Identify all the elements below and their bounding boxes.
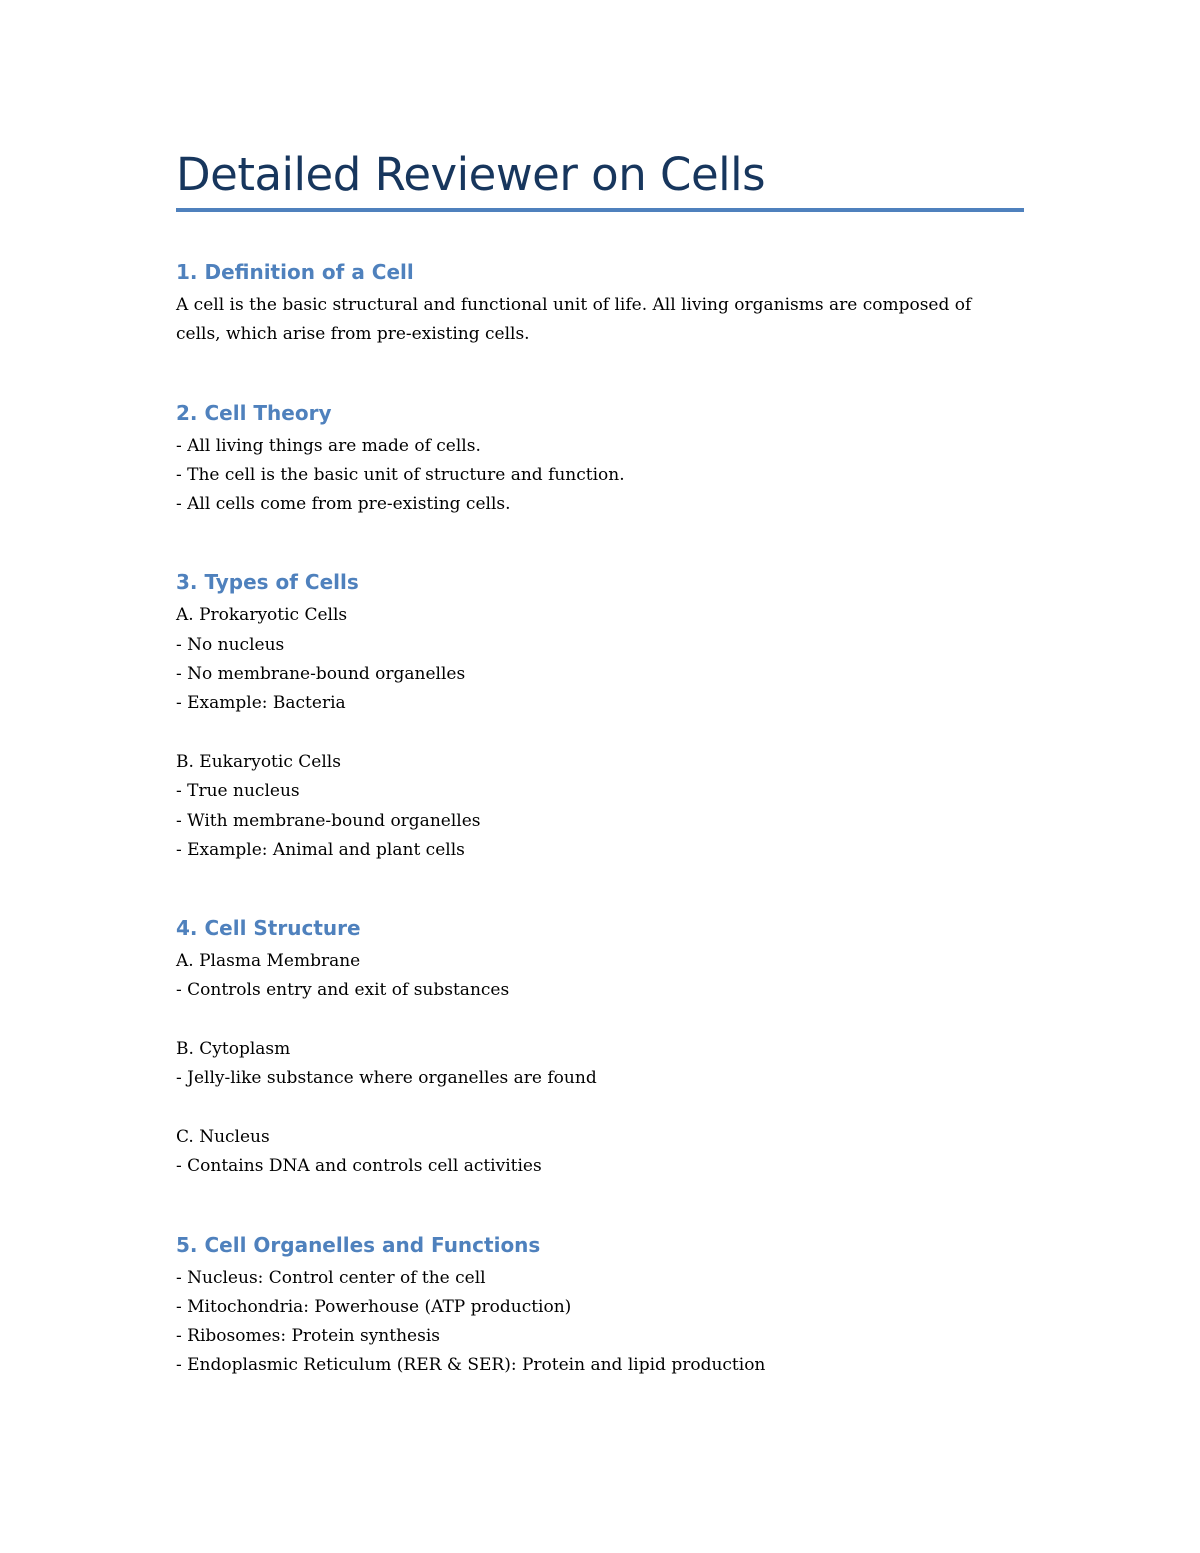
- list-item: - Nucleus: Control center of the cell: [176, 1267, 486, 1288]
- list-item: - No membrane-bound organelles: [176, 664, 466, 685]
- section-cell-structure: [176, 913, 1024, 1181]
- blank-line: [176, 1094, 1024, 1123]
- blank-line: [176, 719, 1024, 748]
- title-underline: [176, 208, 1024, 212]
- subheading-line: A. Plasma Membrane: [176, 951, 361, 972]
- section-types-of-cells: [176, 567, 1024, 865]
- section-heading: 2. Cell Theory: [176, 400, 332, 425]
- list-item: - Ribosomes: Protein synthesis: [176, 1326, 440, 1347]
- list-item: - No nucleus: [176, 634, 285, 655]
- list-item: - Mitochondria: Powerhouse (ATP production): [176, 1296, 572, 1317]
- paragraph-line: cells, which arise from pre-existing cells.: [176, 324, 530, 345]
- blank-line: [176, 1006, 1024, 1035]
- section-heading: 1. Definition of a Cell: [176, 260, 414, 284]
- document-content: [176, 142, 1024, 1381]
- paragraph-line: A cell is the basic structural and functional unit of life. All living organisms are composed of: [176, 295, 972, 315]
- subheading-line: A. Prokaryotic Cells: [176, 605, 348, 626]
- section-heading: 5. Cell Organelles and Functions: [176, 1232, 541, 1257]
- list-item: - Endoplasmic Reticulum (RER & SER): Protein and lipid production: [176, 1355, 766, 1376]
- list-item: - All cells come from pre-existing cells.: [176, 494, 511, 515]
- section-organelles: [176, 1230, 1024, 1381]
- list-item: - Jelly-like substance where organelles are found: [176, 1068, 597, 1089]
- section-heading: 4. Cell Structure: [176, 916, 361, 941]
- subheading-line: C. Nucleus: [176, 1126, 270, 1147]
- list-item: - The cell is the basic unit of structure and function.: [176, 464, 625, 485]
- subheading-line: B. Eukaryotic Cells: [176, 751, 341, 772]
- section-heading: 3. Types of Cells: [176, 570, 359, 595]
- list-item: - Controls entry and exit of substances: [176, 980, 510, 1001]
- list-item: - Example: Bacteria: [176, 693, 346, 714]
- list-item: - All living things are made of cells.: [176, 435, 481, 456]
- section-definition: [176, 257, 1024, 350]
- list-item: - Example: Animal and plant cells: [176, 839, 465, 860]
- document-title: Detailed Reviewer on Cells: [176, 148, 766, 201]
- section-cell-theory: [176, 398, 1024, 520]
- list-item: - Contains DNA and controls cell activities: [176, 1156, 542, 1177]
- list-item: - True nucleus: [176, 781, 300, 802]
- subheading-line: B. Cytoplasm: [176, 1039, 291, 1060]
- list-item: - With membrane-bound organelles: [176, 810, 481, 831]
